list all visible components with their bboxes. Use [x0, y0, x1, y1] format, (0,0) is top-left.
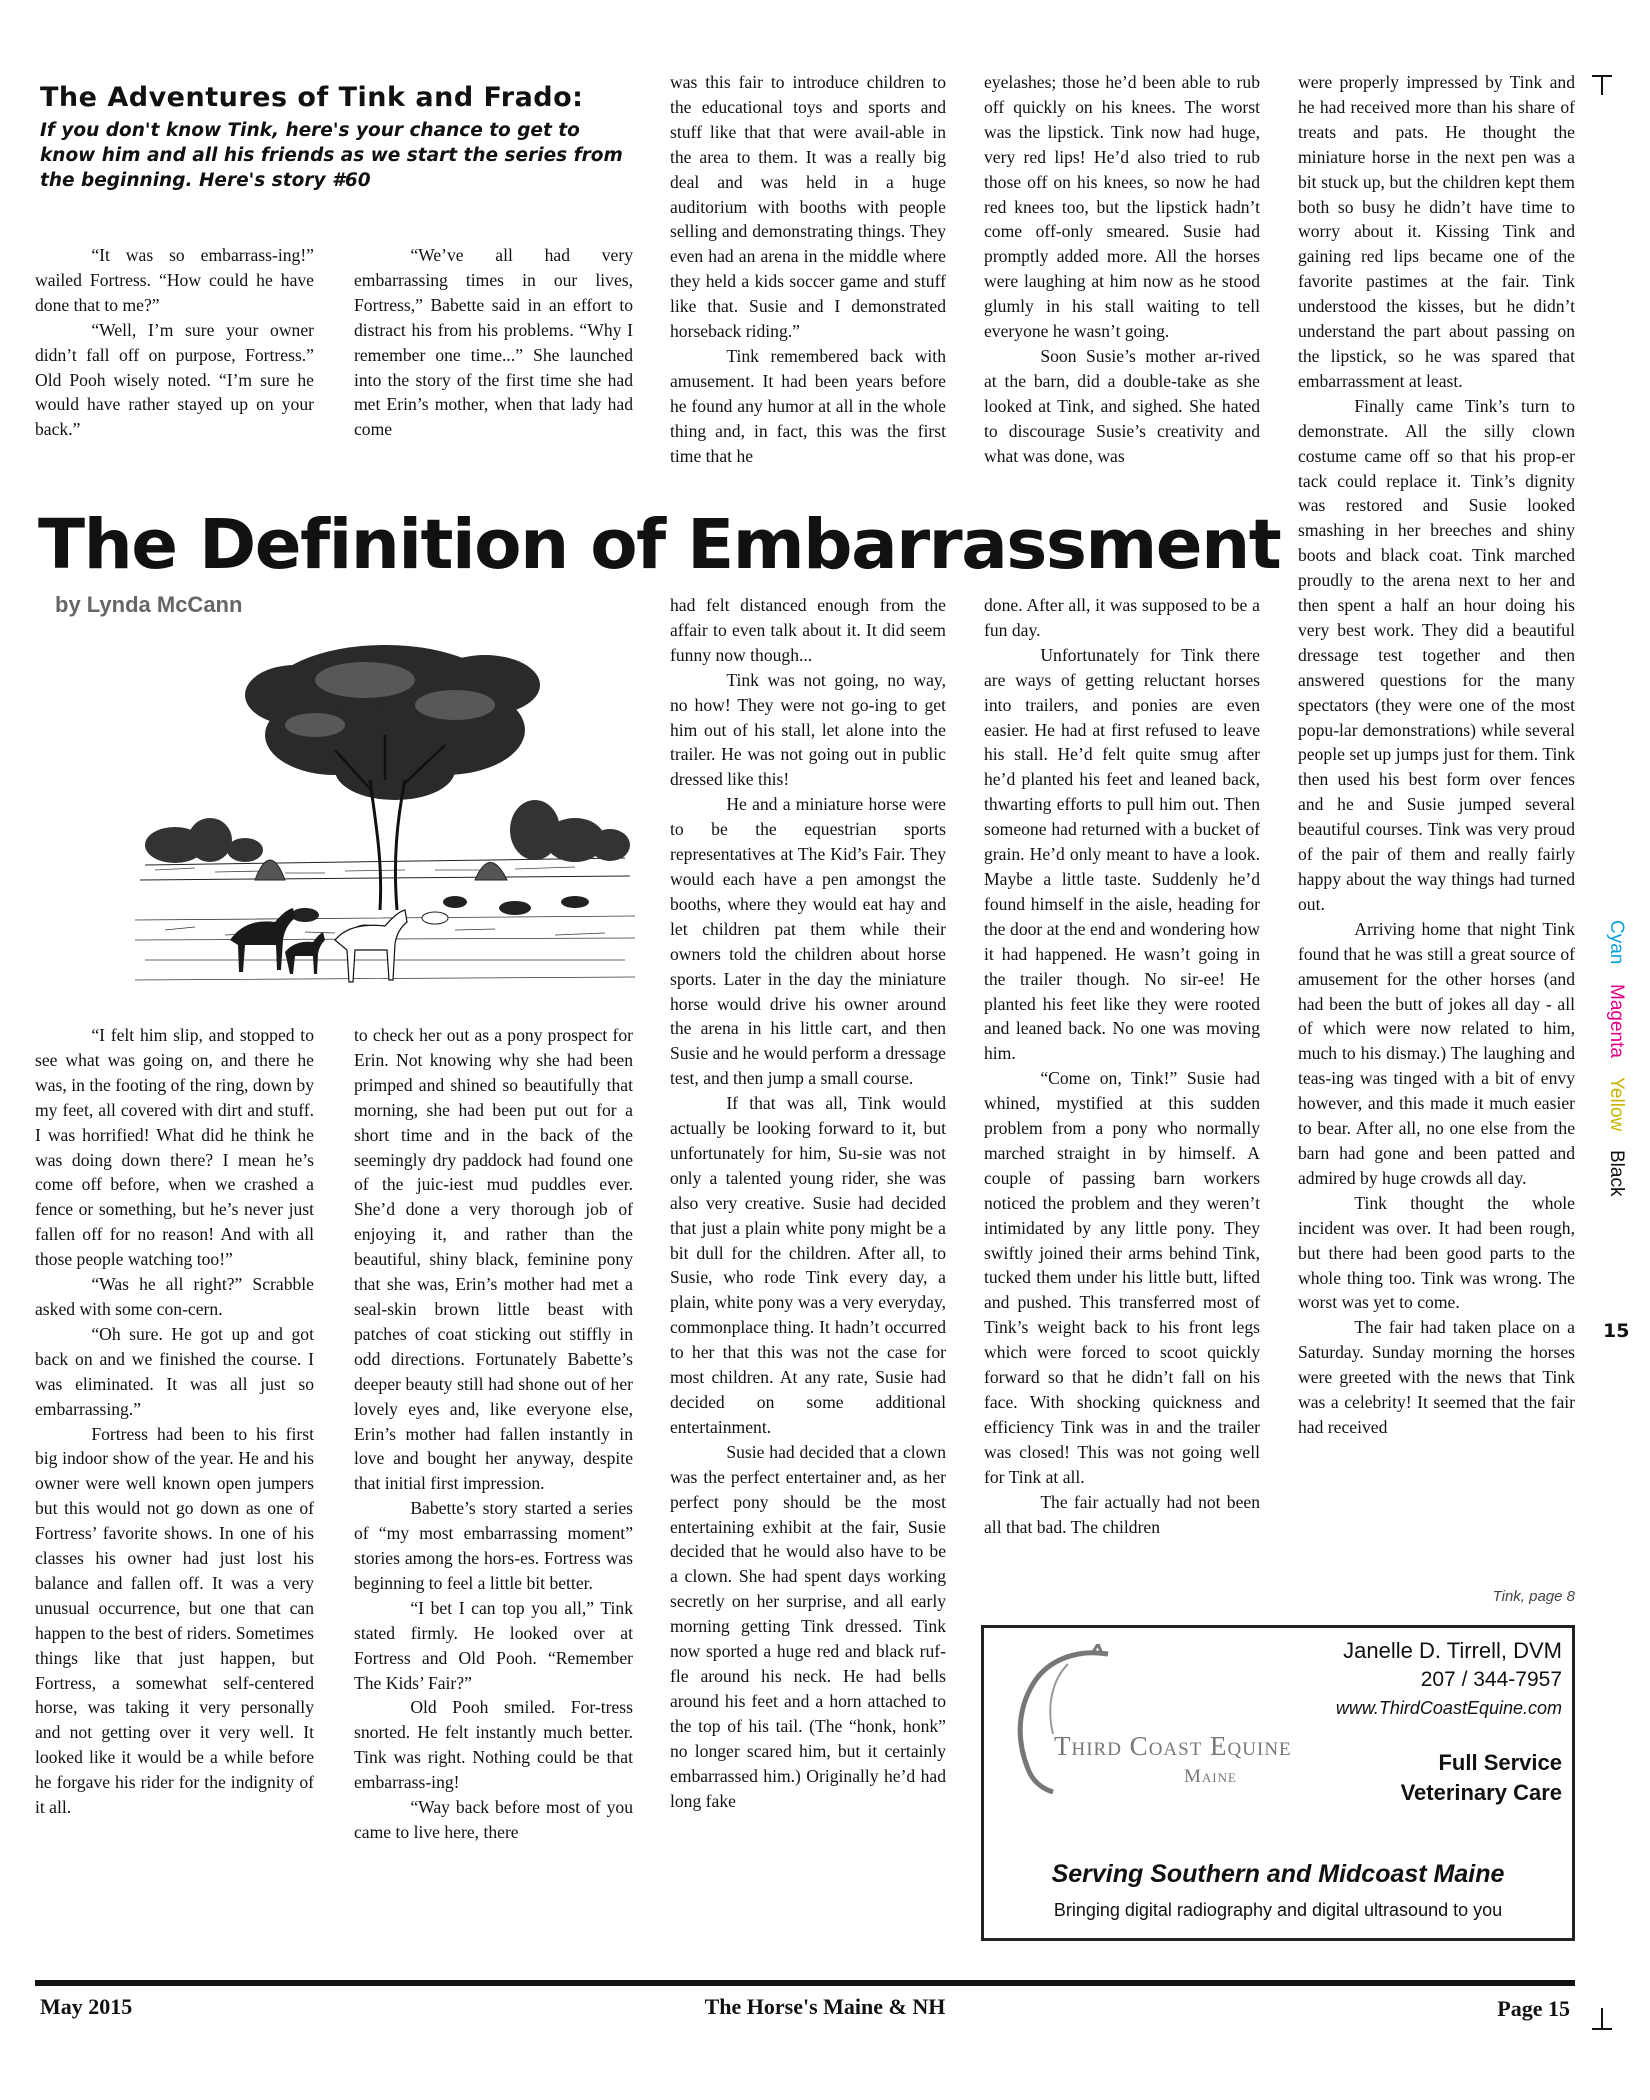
margin-page-number: 15 [1603, 1320, 1630, 1342]
continued-note: Tink, page 8 [1492, 1588, 1575, 1605]
paragraph: was this fair to introduce children to the educational toys and sports and stuff like that that were avail-able in the area to them. It was a really big deal and was held in a huge auditorium with booths with people selling and demonstrating things. They even had an arena in the middle where they held a kids soccer game and stuff like that. Susie and I demonstrated horseback riding.” [670, 72, 946, 342]
paragraph: “Way back before most of you came to live here, there [354, 1797, 633, 1842]
paragraph: Susie had decided that a clown was the perfect entertainer and, as her perfect pony should be the most entertaining exhibit at the fair, Susie decided that he would also have to be a clown. She had spent days working secretly on her surprise, and all early morning getting Tink dressed. Tink now sported a huge red and black ruf-fle around his neck. He had bells around his feet and a horn attached to the top of his tail. (The “honk, honk” no longer scared him, but it certainly embarrassed him.) Originally he’d had long fake [670, 1441, 946, 1811]
paragraph: The fair actually had not been all that bad. The children [984, 1491, 1260, 1537]
logo-line1: Third Coast Equine [1054, 1731, 1292, 1761]
cmyk-magenta: Magenta [1606, 983, 1627, 1058]
cmyk-strip [1605, 920, 1627, 1197]
ad-website[interactable]: www.ThirdCoastEquine.com [1335, 1698, 1562, 1718]
paragraph: eyelashes; those he’d been able to rub off quickly on his knees. The worst was the lipstick. Tink now had huge, very red lips! He’d also tried to rub those off on his knees, so now he had red knees too, but the lipstick hadn’t come off-only smeared. Susie had promptly added more. All the horses were laughing at him now as he stood glumly in his stall waiting to tell everyone he wasn’t going. [984, 72, 1260, 342]
crop-mark-bottom-h [1592, 2028, 1612, 2030]
column-5 [1298, 70, 1575, 1440]
cmyk-yellow: Yellow [1606, 1076, 1627, 1132]
ad-service-1: Full Service [1438, 1750, 1562, 1775]
column-4-bottom [984, 593, 1260, 1539]
column-3-top [670, 70, 946, 469]
ad-service-2: Veterinary Care [1400, 1780, 1562, 1805]
paragraph: “Well, I’m sure your owner didn’t fall off on purpose, Fortress.” Old Pooh wisely noted. “I’m sure he would have rather stayed up on your back.” [35, 319, 314, 440]
ad-tagline: Serving Southern and Midcoast Maine [1051, 1860, 1505, 1888]
footer-publication: The Horse's Maine & NH [704, 1994, 946, 2019]
paragraph: to check her out as a pony prospect for Erin. Not knowing why she had been primped and shined so beautifully that morning, she had been put out for a short time and in the back of the seemingly dry paddock had found one of the juic-iest mud puddles ever. She’d done a very thorough job of enjoying it, and rather than the beautiful, shiny black, feminine pony that she was, Erin’s mother had met a seal-skin brown little beast with patches of coat sticking out stiffly in odd directions. Fortunately Babette’s deeper beauty still had shone out of her lovely eyes and, like everyone else, Erin’s mother had fallen instantly in love and bought her anyway, despite that initial first impression. [354, 1025, 633, 1494]
paragraph: “Come on, Tink!” Susie had whined, mystified at this sudden problem from a pony who normally marched straight in by himself. A couple of passing barn workers noticed the problem and they weren’t intimidated by any little pony. They swiftly joined their arms behind Tink, tucked them under his little butt, lifted and pushed. This transferred most of Tink’s weight back to his front legs which were forced to scoot quickly forward so that he didn’t fall on his face. With shocking quickness and efficiency Tink was in and the trailer was closed! This was not going well for Tink at all. [984, 1068, 1260, 1487]
column-4-top [984, 70, 1260, 469]
paragraph: Tink was not going, no way, no how! They were not go-ing to get him out of his stall, let alone into the trailer. He was not going out in public dressed like this! [670, 669, 946, 790]
paragraph: “It was so embarrass-ing!” wailed Fortress. “How could he have done that to me?” [35, 245, 314, 315]
crop-mark-top-v [1601, 75, 1603, 95]
paragraph: “Was he all right?” Scrabble asked with some con-cern. [35, 1274, 314, 1319]
column-2 [354, 1023, 633, 1845]
advertisement [981, 1625, 1575, 1941]
paragraph: “I bet I can top you all,” Tink stated firmly. He looked over at Fortress and Old Pooh. “Remember The Kids’ Fair?” [354, 1597, 633, 1693]
column-3-bottom [670, 593, 946, 1813]
paragraph: Finally came Tink’s turn to demonstrate. All the silly clown costume came off so that his prop-er tack could replace it. Tink’s dignity was restored and Susie looked smashing in her breeches and shiny boots and black coat. Tink marched proudly to the arena next to her and then spent a half an hour doing his very best work. They did a beautiful dressage test together and then answered questions for the many spectators (they were one of the most popu-lar demonstrations) while several people set up jumps just for them. Tink then used his best form over fences and he and Susie jumped several beautiful courses. Tink was very proud of the pair of them and really fairly happy about the way things had turned out. [1298, 395, 1575, 914]
paragraph: “I felt him slip, and stopped to see what was going on, and there he was, in the footing of the ring, down by my feet, all covered with dirt and stuff. I was horrified! What did he think he was doing down there? I mean he’s come off before, when we crashed a fence or something, but he’s never just fallen off for no reason! And with all those people watching too!” [35, 1025, 314, 1270]
footer-rule [35, 1980, 1575, 1986]
paragraph: Old Pooh smiled. For-tress snorted. He felt instantly much better. Tink was right. Nothing could be that embarrass-ing! [354, 1697, 633, 1793]
column-1 [35, 1023, 314, 1820]
paragraph: Unfortunately for Tink there are ways of getting reluctant horses into trailers, and ponies are even easier. He had at first refused to leave his stall. He’d felt quite smug after he’d planted his feet and leaned back, thwarting efforts to pull him out. Then someone had returned with a bucket of grain. He’d only meant to have a look. Maybe a little taste. Suddenly he’d found himself in the aisle, heading for the door at the end and wondering how it had happened. He wasn’t going in the trailer though. No sir-ee! He planted his feet like they were rooted and leaned back. No one was moving him. [984, 644, 1260, 1064]
ad-phone: 207 / 344-7957 [1420, 1668, 1562, 1691]
logo-line2: Maine [1184, 1766, 1237, 1787]
paragraph: Tink thought the whole incident was over. It had been rough, but there had been good parts to the whole thing too. Tink was wrong. The worst was yet to come. [1298, 1192, 1575, 1313]
paragraph: done. After all, it was supposed to be a fun day. [984, 595, 1260, 640]
paragraph: were properly impressed by Tink and he had received more than his share of treats and pats. He thought the miniature horse in the next pen was a bit stuck up, but the children kept them both so busy he didn’t have time to worry about it. Kissing Tink and gaining red lips became one of the favorite pastimes at the fair. Tink understood the kisses, but he didn’t understand the part about passing on the lipstick, so he was spared that embarrassment at least. [1298, 72, 1575, 391]
horse-head-logo-icon [998, 1644, 1118, 1794]
ad-vet-name: Janelle D. Tirrell, DVM [1343, 1638, 1562, 1663]
cmyk-cyan: Cyan [1606, 920, 1627, 965]
paragraph: Fortress had been to his first big indoor show of the year. He and his owner were well known open jumpers but this would not go down as one of Fortress’ favorite shows. In one of his classes his owner had just lost his balance and fallen off. It was a very unusual occurrence, but one that can happen to the best of riders. Sometimes things like that just happen, but Fortress, a somewhat self-centered horse, was taking it very personally and not getting over it very well. It looked like it would be a while before he forgave his rider for the indignity of it all. [35, 1423, 314, 1818]
top-column-b [354, 243, 633, 442]
ad-subline: Bringing digital radiography and digital ultrasound to you [1053, 1900, 1503, 1920]
article-title: The Definition of Embarrassment [38, 505, 1281, 585]
crop-mark-bottom-v [1601, 2008, 1603, 2028]
paragraph: Tink remembered back with amusement. It had been years before he found any humor at all in the whole thing and, in fact, this was the first time that he [670, 345, 946, 466]
paragraph: He and a miniature horse were to be the equestrian sports representatives at The Kid’s Fair. They would each have a pen amongst the booths, where they would eat hay and let children pat them while their owners told the children about horse sports. Later in the day the miniature horse would drive his owner around the arena in his little cart, and then Susie and he would perform a dressage test, and then jump a small course. [670, 794, 946, 1089]
paragraph: Soon Susie’s mother ar-rived at the barn, did a double-take as she looked at Tink, and sighed. She hated to discourage Susie’s creativity and what was done, was [984, 345, 1260, 466]
paragraph: Babette’s story started a series of “my most embarrassing moment” stories among the hors-es. Fortress was beginning to feel a little bit better. [354, 1498, 633, 1593]
paragraph: If that was all, Tink would actually be looking forward to it, but unfortunately for him, Su-sie was not only a talented young rider, she was also very creative. Susie had decided that just a plain white pony might be a bit dull for the children. After all, to Susie, who rode Tink every day, a plain, white pony was a very everyday, commonplace thing. It hadn’t occurred to her that this was not the case for most children. At any rate, Susie had decided on some additional entertainment. [670, 1093, 946, 1437]
paragraph: The fair had taken place on a Saturday. Sunday morning the horses were greeted with the news that Tink was a celebrity! It seemed that the fair had received [1298, 1317, 1575, 1437]
paragraph: had felt distanced enough from the affair to even talk about it. It did seem funny now though... [670, 595, 946, 665]
engraving-illustration [135, 640, 635, 995]
paragraph: Arriving home that night Tink found that he was still a great source of amusement for the other horses (and had been the butt of jokes all day - all of which were now related to him, much to his dismay.) The laughing and teas-ing was tinged with a bit of envy however, and this made it much easier to bear. After all, no one else from the barn had gone and been patted and admired by huge crowds all day. [1298, 918, 1575, 1188]
article-byline: by Lynda McCann [55, 592, 243, 617]
footer-page: Page 15 [1497, 1996, 1570, 2021]
series-subtitle: If you don't know Tink, here's your chance to get to know him and all his friends as we start the series from the beginning. Here's story #60 [40, 120, 623, 191]
cmyk-black: Black [1606, 1150, 1627, 1197]
paragraph: “Oh sure. He got up and got back on and we finished the course. I was eliminated. It was all just so embarrassing.” [35, 1323, 314, 1419]
paragraph: “We’ve all had very embarrassing times in our lives, Fortress,” Babette said in an effort to distract his from his problems. “Why I remember one time...” She launched into the story of the first time she had met Erin’s mother, when that lady had come [354, 245, 633, 440]
top-column-a [35, 243, 314, 442]
series-title: The Adventures of Tink and Frado: [40, 82, 584, 113]
footer-date: May 2015 [40, 1994, 133, 2019]
